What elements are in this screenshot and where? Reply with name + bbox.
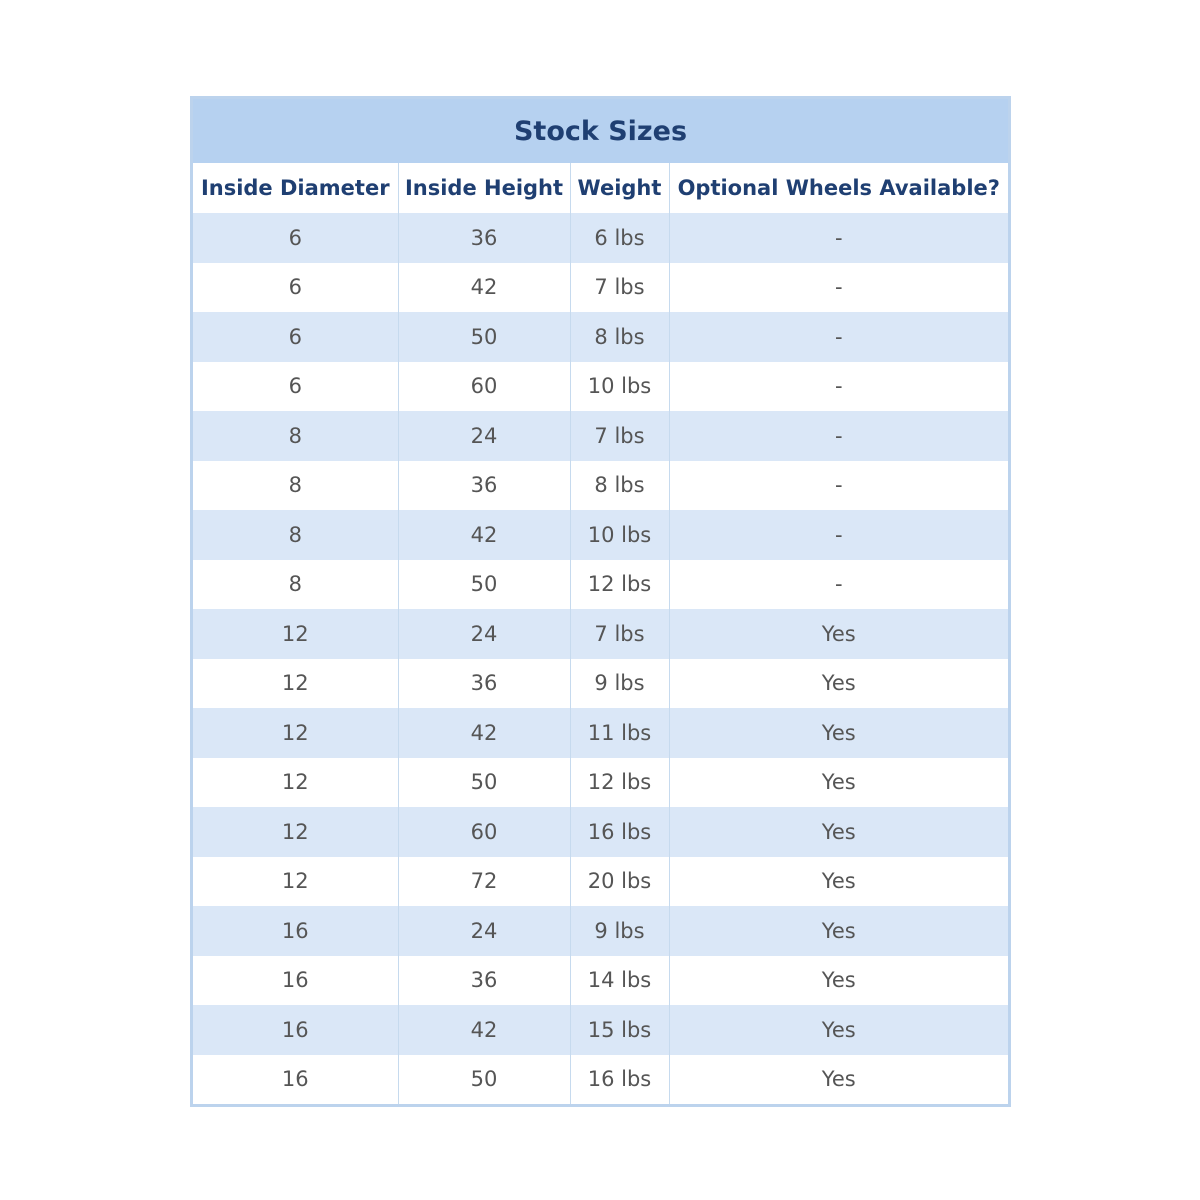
cell-optional-wheels: -: [669, 510, 1008, 560]
cell-inside-diameter: 12: [193, 609, 398, 659]
cell-inside-height: 42: [398, 1005, 570, 1055]
cell-inside-height: 72: [398, 857, 570, 907]
cell-weight: 16 lbs: [570, 807, 669, 857]
stock-sizes-grid: [193, 163, 1008, 1104]
table-row: [193, 1055, 1008, 1105]
table-row: [193, 461, 1008, 511]
cell-inside-height: 36: [398, 213, 570, 263]
cell-inside-height: 50: [398, 560, 570, 610]
cell-inside-diameter: 6: [193, 263, 398, 313]
cell-inside-height: 36: [398, 956, 570, 1006]
cell-inside-diameter: 12: [193, 758, 398, 808]
table-row: [193, 312, 1008, 362]
cell-weight: 7 lbs: [570, 263, 669, 313]
cell-inside-diameter: 8: [193, 461, 398, 511]
cell-weight: 11 lbs: [570, 708, 669, 758]
cell-inside-diameter: 8: [193, 411, 398, 461]
cell-weight: 20 lbs: [570, 857, 669, 907]
cell-weight: 8 lbs: [570, 312, 669, 362]
cell-optional-wheels: -: [669, 461, 1008, 511]
cell-inside-diameter: 12: [193, 659, 398, 709]
cell-inside-diameter: 8: [193, 510, 398, 560]
cell-weight: 6 lbs: [570, 213, 669, 263]
column-header-weight: Weight: [570, 163, 669, 213]
cell-weight: 12 lbs: [570, 560, 669, 610]
column-header-inside-height: Inside Height: [398, 163, 570, 213]
cell-weight: 9 lbs: [570, 659, 669, 709]
cell-optional-wheels: -: [669, 213, 1008, 263]
cell-optional-wheels: Yes: [669, 857, 1008, 907]
cell-optional-wheels: Yes: [669, 956, 1008, 1006]
cell-optional-wheels: -: [669, 560, 1008, 610]
cell-inside-height: 50: [398, 758, 570, 808]
table-row: [193, 510, 1008, 560]
cell-optional-wheels: -: [669, 362, 1008, 412]
cell-inside-height: 24: [398, 411, 570, 461]
table-row: [193, 362, 1008, 412]
cell-inside-height: 36: [398, 461, 570, 511]
table-row: [193, 659, 1008, 709]
cell-optional-wheels: Yes: [669, 906, 1008, 956]
table-row: [193, 263, 1008, 313]
table-row: [193, 758, 1008, 808]
cell-optional-wheels: Yes: [669, 1055, 1008, 1105]
cell-inside-diameter: 8: [193, 560, 398, 610]
cell-optional-wheels: Yes: [669, 758, 1008, 808]
cell-inside-diameter: 6: [193, 312, 398, 362]
table-row: [193, 956, 1008, 1006]
cell-weight: 9 lbs: [570, 906, 669, 956]
cell-weight: 7 lbs: [570, 411, 669, 461]
cell-optional-wheels: -: [669, 411, 1008, 461]
cell-weight: 10 lbs: [570, 362, 669, 412]
cell-inside-height: 60: [398, 807, 570, 857]
table-row: [193, 857, 1008, 907]
cell-inside-diameter: 16: [193, 1055, 398, 1105]
cell-inside-height: 36: [398, 659, 570, 709]
cell-inside-diameter: 12: [193, 807, 398, 857]
stock-sizes-table: [190, 96, 1011, 1107]
cell-inside-diameter: 16: [193, 1005, 398, 1055]
cell-weight: 16 lbs: [570, 1055, 669, 1105]
cell-optional-wheels: Yes: [669, 659, 1008, 709]
table-row: [193, 1005, 1008, 1055]
table-row: [193, 213, 1008, 263]
cell-inside-diameter: 16: [193, 906, 398, 956]
cell-inside-height: 24: [398, 906, 570, 956]
cell-optional-wheels: -: [669, 263, 1008, 313]
table-row: [193, 906, 1008, 956]
cell-weight: 14 lbs: [570, 956, 669, 1006]
table-row: [193, 708, 1008, 758]
cell-inside-height: 50: [398, 312, 570, 362]
cell-inside-height: 42: [398, 708, 570, 758]
header-row: [193, 163, 1008, 213]
table-body: [193, 213, 1008, 1104]
cell-inside-height: 60: [398, 362, 570, 412]
cell-optional-wheels: Yes: [669, 609, 1008, 659]
table-row: [193, 560, 1008, 610]
cell-inside-height: 42: [398, 510, 570, 560]
cell-optional-wheels: Yes: [669, 708, 1008, 758]
cell-inside-height: 50: [398, 1055, 570, 1105]
cell-optional-wheels: Yes: [669, 807, 1008, 857]
cell-inside-diameter: 6: [193, 362, 398, 412]
column-header-inside-diameter: Inside Diameter: [193, 163, 398, 213]
table-title: Stock Sizes: [193, 99, 1008, 163]
cell-inside-diameter: 16: [193, 956, 398, 1006]
cell-optional-wheels: -: [669, 312, 1008, 362]
cell-weight: 7 lbs: [570, 609, 669, 659]
column-header-optional-wheels: Optional Wheels Available?: [669, 163, 1008, 213]
cell-weight: 10 lbs: [570, 510, 669, 560]
cell-optional-wheels: Yes: [669, 1005, 1008, 1055]
cell-inside-height: 24: [398, 609, 570, 659]
cell-weight: 8 lbs: [570, 461, 669, 511]
cell-inside-diameter: 6: [193, 213, 398, 263]
cell-inside-height: 42: [398, 263, 570, 313]
cell-inside-diameter: 12: [193, 857, 398, 907]
cell-weight: 12 lbs: [570, 758, 669, 808]
cell-inside-diameter: 12: [193, 708, 398, 758]
cell-weight: 15 lbs: [570, 1005, 669, 1055]
table-row: [193, 411, 1008, 461]
table-row: [193, 807, 1008, 857]
table-row: [193, 609, 1008, 659]
